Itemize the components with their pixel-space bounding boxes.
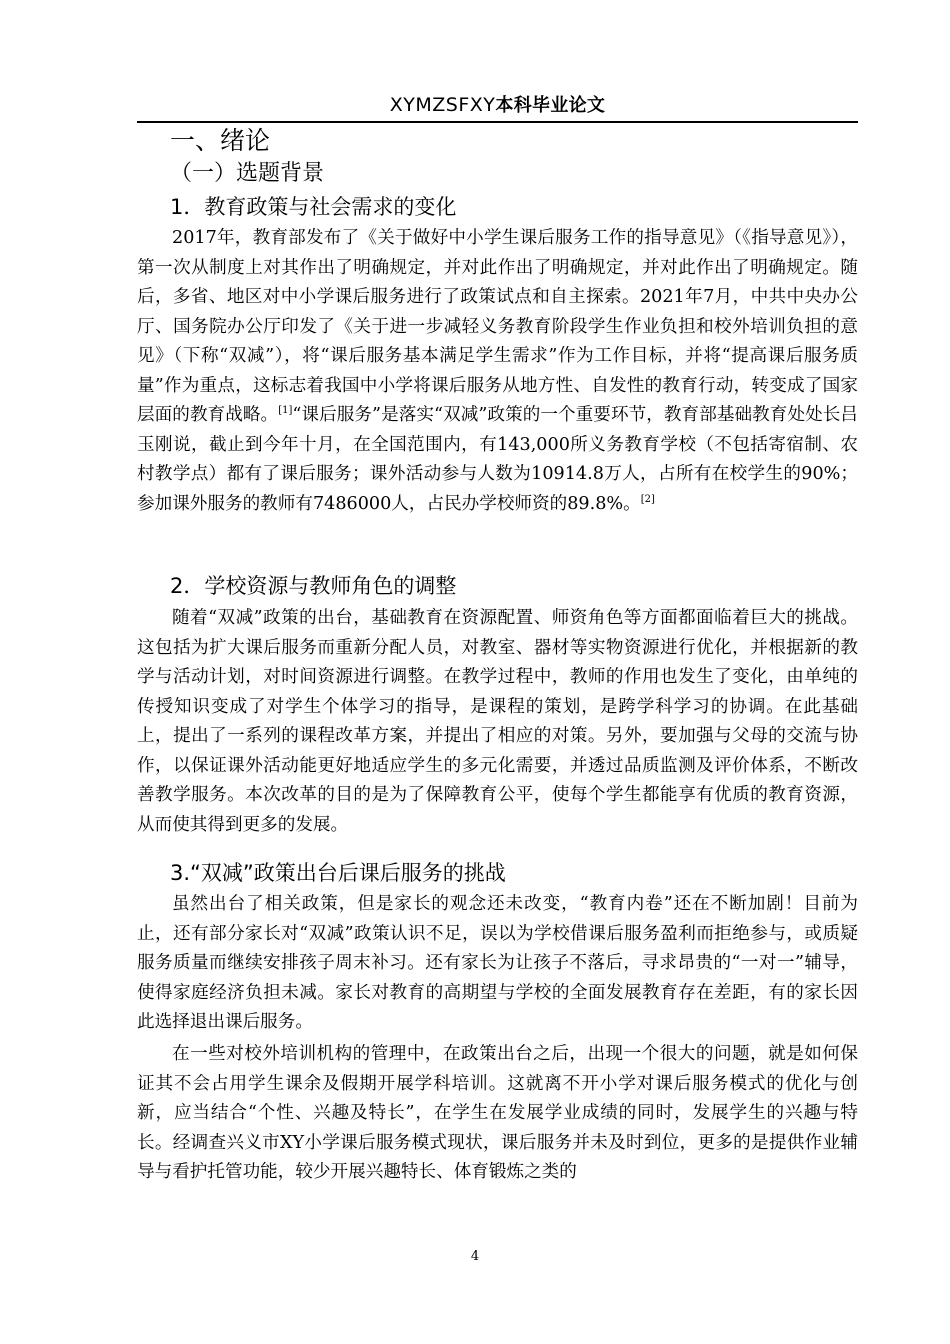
header-thesis-type: 本科毕业论文: [495, 95, 606, 116]
citation-ref-2[interactable]: [2]: [640, 493, 655, 505]
paragraph-1-text: 2017年，教育部发布了《关于做好中小学生课后服务工作的指导意见》（《指导意见》），第一次从制度上对其作出了明确规定，并对此作出了明确规定，并对此作出了明确规定。随后，多省、地区对中小学课后服务进行了政策试点和自主探索。2021年7月，中共中央办公厅、国务院办公厅印发了《关于进一步减轻义务教育阶段学生作业负担和校外培训负担的意见》（下称“双减”），将“课后服务基本满足学生需求”作为工作目标，并将“提高课后服务质量”作为重点，这标志着我国中小学将课后服务从地方性、自发性的教育行动，转变成了国家层面的教育战略。: [137, 228, 858, 425]
running-header: [137, 92, 858, 119]
subsection-title-3: 3.“双减”政策出台后课后服务的挑战: [170, 861, 506, 885]
header-divider: [137, 121, 858, 123]
header-school-code: XYMZSFXY: [389, 94, 496, 116]
citation-ref-1[interactable]: [1]: [278, 405, 293, 416]
section-title: （一）选题背景: [170, 161, 325, 186]
paragraph-1-text-continued: “课后服务”是落实“双减”政策的一个重要环节，教育部基础教育处处长吕玉刚说，截止到今年十月，在全国范围内，有143,000所义务教育学校（不包括寄宿制、农村教学点）都有了课后服务；课外活动参与人数为10914.8万人，占所有在校学生的90%；参加课外服务的教师有7486000人，占民办学校师资的89.8%。: [137, 405, 858, 514]
body-paragraph-2: 随着“双减”政策的出台，基础教育在资源配置、师资角色等方面都面临着巨大的挑战。这包括为扩大课后服务而重新分配人员，对教室、器材等实物资源进行优化，并根据新的教学与活动计划，对时间资源进行调整。在教学过程中，教师的作用也发生了变化，由单纯的传授知识变成了对学生个体学习的指导，是课程的策划，是跨学科学习的协调。在此基础上，提出了一系列的课程改革方案，并提出了相应的对策。另外，要加强与父母的交流与协作，以保证课外活动能更好地适应学生的多元化需要，并透过品质监测及评价体系，不断改善教学服务。本次改革的目的是为了保障教育公平，使每个学生都能享有优质的教育资源，从而使其得到更多的发展。: [137, 608, 858, 835]
subsection-title-1: 1．教育政策与社会需求的变化: [170, 195, 457, 219]
body-paragraph-4: 在一些对校外培训机构的管理中，在政策出台之后，出现一个很大的问题，就是如何保证其不会占用学生课余及假期开展学科培训。这就离不开小学对课后服务模式的优化与创新，应当结合“个性、兴趣及特长”，在学生在发展学业成绩的同时，发展学生的兴趣与特长。经调查兴义市XY小学课后服务模式现状，课后服务并未及时到位，更多的是提供作业辅导与看护托管功能，较少开展兴趣特长、体育锻炼之类的: [137, 1044, 858, 1182]
chapter-title: 一、绪论: [170, 126, 271, 155]
body-paragraph-1: [137, 224, 858, 519]
subsection-title-2: 2．学校资源与教师角色的调整: [170, 574, 457, 598]
body-paragraph-3: 虽然出台了相关政策，但是家长的观念还未改变，“教育内卷”还在不断加剧！目前为止，还有部分家长对“双减”政策认识不足，误以为学校借课后服务盈利而拒绝参与，或质疑服务质量而继续安排孩子周末补习。还有家长为让孩子不落后，寻求昂贵的“一对一”辅导，使得家庭经济负担未减。家长对教育的高期望与学校的全面发展教育存在差距，有的家长因此选择退出课后服务。: [137, 894, 858, 1032]
page-number: 4: [470, 1249, 480, 1264]
